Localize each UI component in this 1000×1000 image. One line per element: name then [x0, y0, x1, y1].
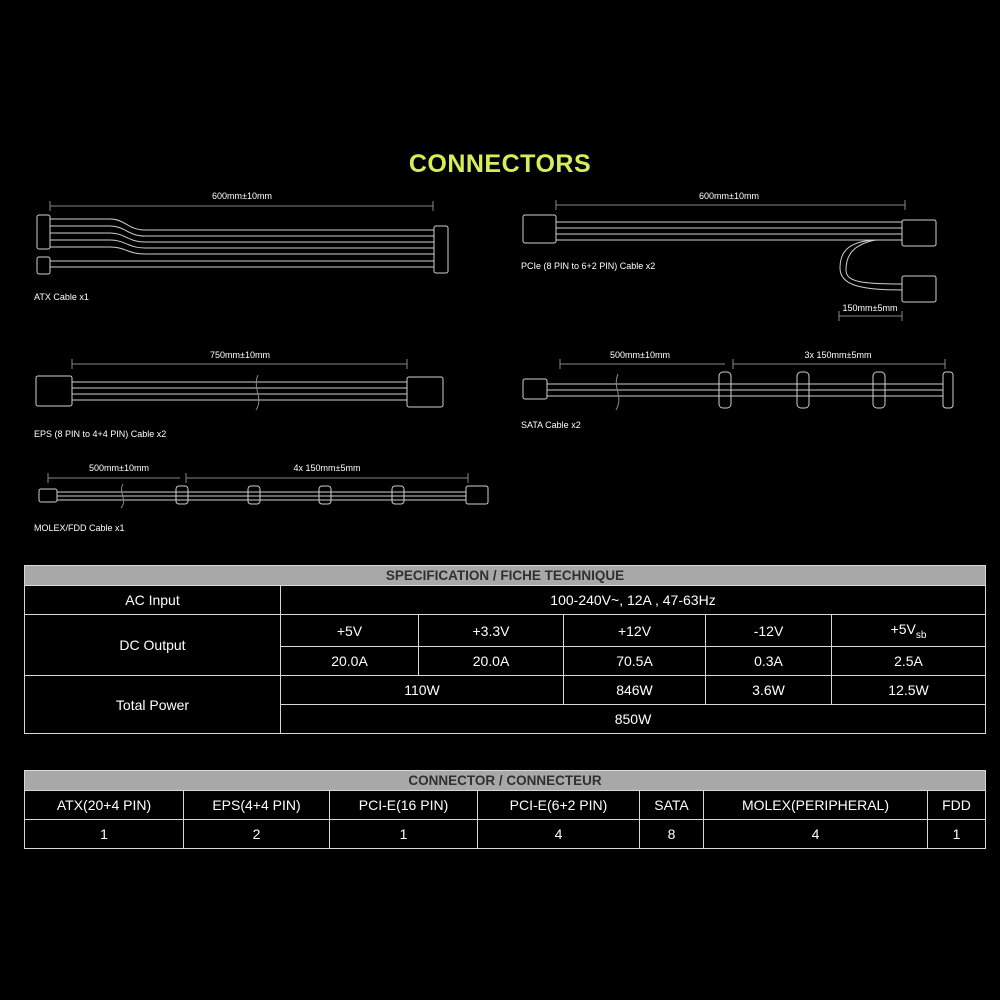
molex-length-label: 500mm±10mm: [89, 463, 149, 473]
connector-header-fdd: FDD: [928, 791, 986, 820]
power-total: 850W: [281, 705, 986, 734]
pcie-length-label: 600mm±10mm: [699, 191, 759, 201]
atx-length-label: 600mm±10mm: [212, 191, 272, 201]
connector-count-pcie-16: 1: [330, 820, 478, 849]
connector-count-eps: 2: [184, 820, 330, 849]
ac-input-value: 100-240V~, 12A , 47-63Hz: [281, 586, 986, 615]
sata-length-label: 500mm±10mm: [610, 350, 670, 360]
connector-count-atx: 1: [25, 820, 184, 849]
rail-3v3: +3.3V: [419, 615, 564, 647]
connector-header-pcie-16: PCI-E(16 PIN): [330, 791, 478, 820]
molex-spacing-label: 4x 150mm±5mm: [293, 463, 361, 473]
eps-length-label: 750mm±10mm: [210, 350, 270, 360]
connector-count-molex: 4: [704, 820, 928, 849]
connector-header-eps: EPS(4+4 PIN): [184, 791, 330, 820]
connector-header-atx: ATX(20+4 PIN): [25, 791, 184, 820]
atx-caption: ATX Cable x1: [34, 292, 89, 302]
rail-5vsb: [832, 615, 986, 647]
power-minus-12v: 3.6W: [706, 676, 832, 705]
rail-5vsb-sub: sb: [915, 629, 927, 641]
connector-header-molex: MOLEX(PERIPHERAL): [704, 791, 928, 820]
power-5vsb: 12.5W: [832, 676, 986, 705]
connector-header-pcie-6-2: PCI-E(6+2 PIN): [478, 791, 640, 820]
spec-title: SPECIFICATION / FICHE TECHNIQUE: [25, 566, 986, 586]
current-3v3: 20.0A: [419, 647, 564, 676]
current-5v: 20.0A: [281, 647, 419, 676]
total-power-label: Total Power: [25, 676, 281, 734]
current-5vsb: 2.5A: [832, 647, 986, 676]
sata-caption: SATA Cable x2: [521, 420, 581, 430]
power-12v: 846W: [564, 676, 706, 705]
connector-count-sata: 8: [640, 820, 704, 849]
connector-title: CONNECTOR / CONNECTEUR: [25, 771, 986, 791]
atx-cable-drawing: [37, 201, 448, 274]
pcie-caption: PCIe (8 PIN to 6+2 PIN) Cable x2: [521, 261, 656, 271]
page-title: CONNECTORS: [408, 150, 592, 178]
sata-spacing-label: 3x 150mm±5mm: [804, 350, 872, 360]
connector-header-sata: SATA: [640, 791, 704, 820]
molex-cable-drawing: [39, 473, 488, 508]
eps-caption: EPS (8 PIN to 4+4 PIN) Cable x2: [34, 429, 167, 439]
current-12v: 70.5A: [564, 647, 706, 676]
eps-cable-drawing: [36, 359, 443, 410]
ac-input-label: AC Input: [25, 586, 281, 615]
sata-cable-drawing: [523, 359, 953, 410]
specification-table: [24, 565, 986, 734]
molex-caption: MOLEX/FDD Cable x1: [34, 523, 125, 533]
rail-12v: +12V: [564, 615, 706, 647]
rail-5v: +5V: [281, 615, 419, 647]
rail-5vsb-main: +5V: [890, 620, 916, 637]
power-combined: 110W: [281, 676, 564, 705]
connector-count-fdd: 1: [928, 820, 986, 849]
dc-output-label: DC Output: [25, 615, 281, 676]
connector-table: [24, 770, 986, 849]
connector-count-pcie-6-2: 4: [478, 820, 640, 849]
rail-minus-12v: -12V: [706, 615, 832, 647]
current-minus-12v: 0.3A: [706, 647, 832, 676]
pcie-branch-label: 150mm±5mm: [842, 303, 898, 313]
